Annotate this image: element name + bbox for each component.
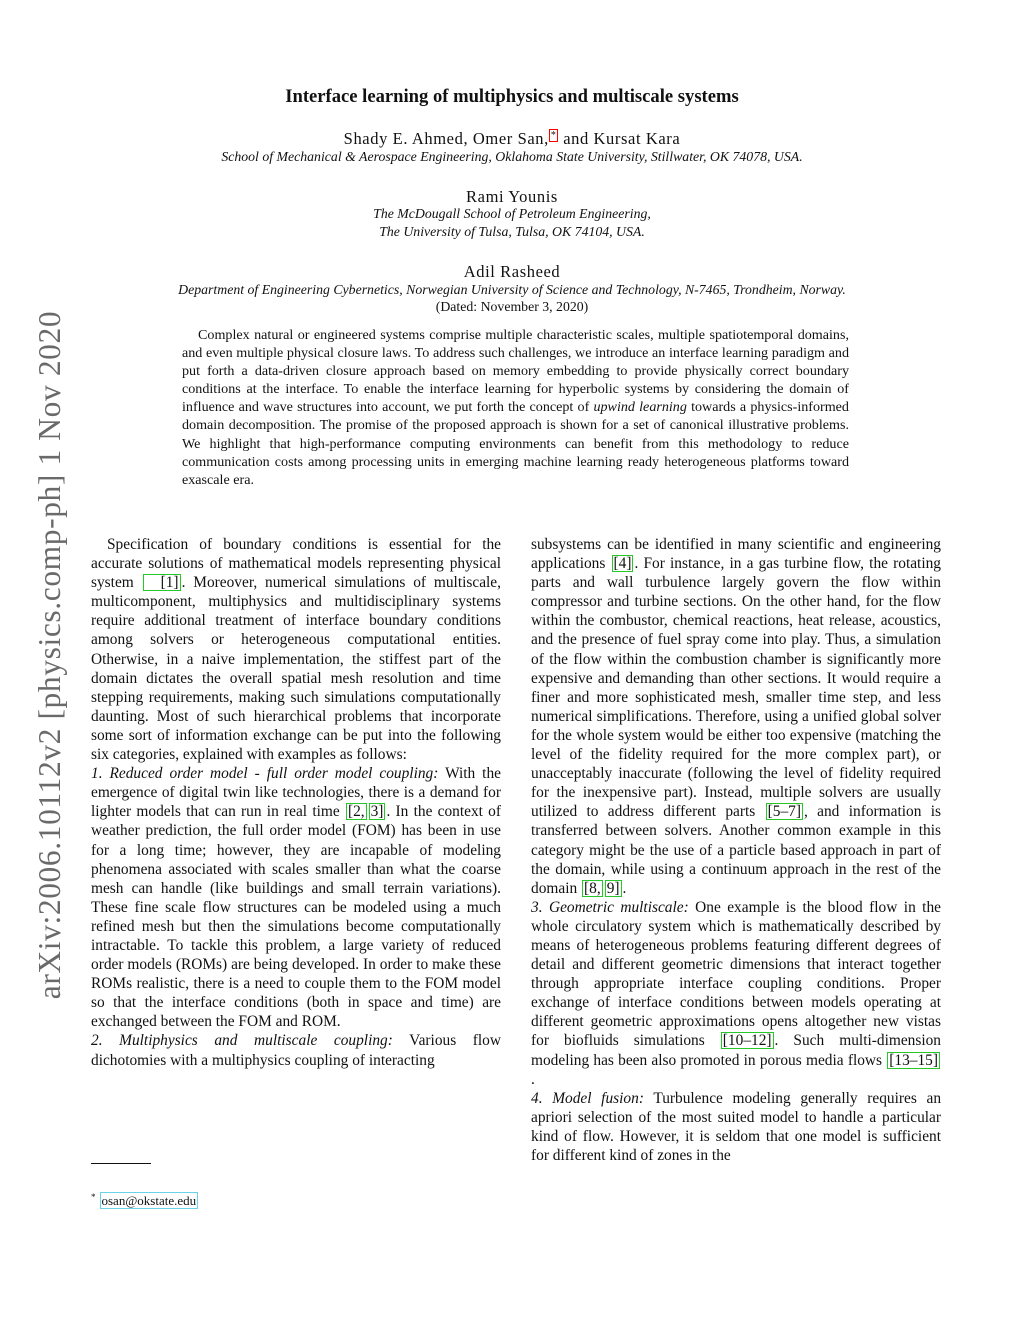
- text-run: .: [531, 1070, 535, 1088]
- text-run: .: [622, 879, 627, 897]
- category-heading: 1. Reduced order model - full order model coupling:: [91, 765, 439, 783]
- footnote-link[interactable]: *: [550, 129, 557, 141]
- category-3-paragraph: [531, 898, 941, 1089]
- category-1-paragraph: [91, 764, 501, 1031]
- citation-link[interactable]: [5–7]: [767, 803, 801, 821]
- text-run: . For instance, in a gas turbine flow, the rotating parts and wall turbulence largely govern the flow within compressor and turbine sections. On the other hand, for the flow within the combustor, chemical reactions, heat release, acoustics, and the presence of fuel spray come into play. Thus, a simulation of the flow within the combustion chamber is significantly more expensive and demanding than other sections. It would require a finer and more sophisticated mesh, smaller time step, and less numerical simplifications. Therefore, using a unified global solver for the whole system would be either too expensive (matching the level of the fidelity required for the more complex part), or unacceptably inaccurate (following the level of fidelity required for the inexpensive part). Instead, multiple solvers are usually utilized to address different parts: [531, 555, 942, 821]
- category-heading: 3. Geometric multiscale:: [531, 898, 689, 916]
- text-run: . Such multi-dimension modeling has been also promoted in porous media flows: [531, 1032, 942, 1069]
- text-run: With the emergence of digital twin like technologies, there is a demand for lighter models that can run in real time: [91, 765, 501, 821]
- text-run: . Moreover, numerical simulations of multiscale, multicomponent, multiphysics and multidisciplinary systems require additional treatment of interface boundary conditions among solvers or heterogeneous computational entities. Otherwise, in a naive implementation, the stiffest part of the domain dictates the overall spatial mesh resolution and time stepping requirements, making such simulations computationally daunting. Most of such hierarchical problems that incorporate some sort of information exchange can be put into the following six categories, explained with examples as follows:: [91, 574, 501, 764]
- abstract-emphasis: upwind learning: [593, 399, 687, 416]
- text-run: . In the context of weather prediction, the full order model (FOM) has been in use for a long time; however, they are incapable of modeling phenomena associated with scales smaller than what the coarse mesh can handle (like buildings and small terrain variations). These fine scale flow structures can be modeled using a much refined mesh but then the simulations become computationally intractable. To tackle this problem, a large variety of reduced order models (ROMs) are being developed. In order to make these ROMs realistic, there is a need to couple them to the FOM model so that the interface conditions (both in space and time) are exchanged between the FOM and ROM.: [91, 803, 502, 1031]
- citation-link[interactable]: [10–12]: [722, 1032, 772, 1050]
- citation-link[interactable]: [4]: [613, 555, 632, 573]
- authors-line-1: [0, 129, 1024, 149]
- category-4-paragraph: [531, 1089, 941, 1165]
- paper-title: Interface learning of multiphysics and multiscale systems: [285, 86, 739, 107]
- right-column: [531, 535, 941, 1165]
- text-run: Specification of boundary conditions is essential for the accurate solutions of mathematical models representing physical system: [91, 536, 501, 592]
- category-2-paragraph: [91, 1031, 501, 1069]
- author-names-b: and Kursat Kara: [558, 129, 681, 148]
- citation-link[interactable]: [1]: [143, 574, 181, 591]
- text-run: One example is the blood flow in the whole circulatory system which is mathematically described by means of heterogeneous problems featuring different degrees of detail and different geometric dimensions that interact together through appropriate interface coupling conditions. Proper exchange of interface conditions between models operating at different geometric approximations opens altogether new vistas for biofluids simulations: [531, 898, 941, 1050]
- intro-paragraph: [91, 535, 501, 764]
- citation-link[interactable]: [8,: [584, 879, 601, 897]
- abstract-text-a: Complex natural or engineered systems comprise multiple characteristic scales, multiple spatiotemporal domains, and even multiple physical closure laws. To address such challenges, we introduce an interface learning paradigm and put forth a data-driven closure approach based on memory embedding to provide physically correct boundary conditions at the interface. To enable the interface learning for hyperbolic systems by considering the domain of influence and wave structures into account, we put forth the concept of: [182, 327, 849, 416]
- text-run: Various flow dichotomies with a multiphysics coupling of interacting: [91, 1032, 501, 1069]
- text-run: , and information is transferred between solvers. Another common example in this category might be the use of a particle based approach in part of the domain, while using a continuum approach in the rest of the domain: [531, 803, 941, 897]
- category-heading: 2. Multiphysics and multiscale coupling:: [91, 1032, 393, 1050]
- footnote: [91, 1192, 198, 1209]
- text-run: Turbulence modeling generally requires an apriori selection of the most suited model to handle a particular kind of flow. However, it is seldom that one model is sufficient for different kind of zones in the: [531, 1089, 942, 1164]
- affiliation-ntnu: Department of Engineering Cybernetics, Norwegian University of Science and Technology, N-7465, Trondheim, Norway.: [178, 282, 846, 297]
- affiliation-osu: School of Mechanical & Aerospace Engineering, Oklahoma State University, Stillwater, OK 74078, USA.: [221, 149, 803, 164]
- abstract-text-b: towards a physics-informed domain decomposition. The promise of the proposed approach is shown for a set of canonical illustrative problems. We highlight that high-performance computing environments can benefit from this methodology to reduce communication costs among processing units in emerging machine learning ready heterogeneous platforms toward exascale era.: [182, 399, 849, 488]
- footnote-rule: [91, 1163, 151, 1164]
- arxiv-stamp: [20, 290, 80, 1020]
- author-rasheed: Adil Rasheed: [463, 262, 561, 281]
- category-2-continued: [531, 535, 941, 898]
- dated-line: (Dated: November 3, 2020): [435, 299, 589, 314]
- text-run: subsystems can be identified in many scientific and engineering applications: [531, 536, 941, 573]
- citation-link[interactable]: [13–15]: [889, 1051, 938, 1069]
- author-younis: Rami Younis: [466, 187, 558, 206]
- author-names-a: Shady E. Ahmed, Omer San,: [343, 129, 549, 148]
- citation-link[interactable]: [2,: [347, 803, 365, 821]
- affiliation-tulsa-1: The McDougall School of Petroleum Engineering,: [373, 206, 651, 221]
- email-link[interactable]: osan@okstate.edu: [101, 1193, 197, 1209]
- abstract-paragraph: [182, 326, 849, 489]
- left-column: [91, 535, 501, 1070]
- arxiv-id: arXiv:2006.10112v2 [physics.comp-ph] 1 Nov 2020: [32, 310, 67, 1000]
- abstract: [182, 326, 849, 489]
- citation-link[interactable]: 9]: [606, 879, 620, 897]
- citation-link[interactable]: 3]: [370, 803, 384, 821]
- affiliation-tulsa-2: The University of Tulsa, Tulsa, OK 74104, USA.: [379, 224, 645, 239]
- footnote-mark: *: [91, 1192, 96, 1202]
- category-heading: 4. Model fusion:: [531, 1089, 644, 1107]
